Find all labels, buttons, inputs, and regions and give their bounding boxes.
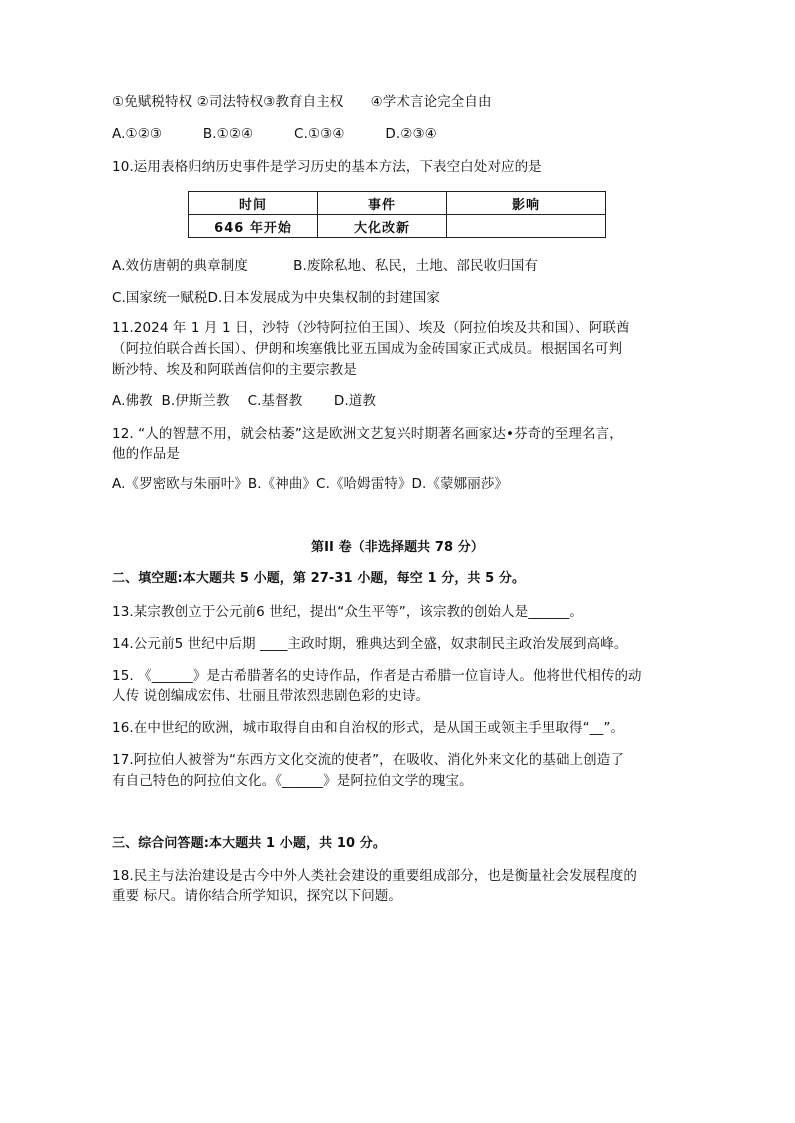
q14: 14.公元前5 世纪中后期 ____主政时期，雅典达到全盛，奴隶制民主政治发展到高峰。 (112, 636, 628, 652)
q12-line1: 12. “人的智慧不用，就会枯萎”这是欧洲文艺复兴时期著名画家达•芬奇的至理名言， (112, 426, 623, 442)
section3-title: 三、综合问答题:本大题共 1 小题，共 10 分。 (112, 836, 386, 851)
q18-line1: 18.民主与法治建设是古今中外人类社会建设的重要组成部分，也是衡量社会发展程度的 (112, 868, 637, 884)
table-header-impact: 影响 (447, 192, 606, 215)
q18-line2: 重要 标尺。请你结合所学知识，探究以下问题。 (112, 888, 402, 904)
q10-options-line1: A.效仿唐朝的典章制度 B.废除私地、私民，土地、部民收归国有 (112, 258, 539, 274)
q10-stem: 10.运用表格归纳历史事件是学习历史的基本方法，下表空白处对应的是 (112, 159, 542, 175)
q16: 16.在中世纪的欧洲，城市取得自由和自治权的形式，是从国王或领主手里取得“__”。 (112, 720, 625, 736)
event-table (188, 191, 606, 238)
table-header-time: 时间 (189, 192, 318, 215)
q9-items: ①免赋税特权 ②司法特权③教育自主权 ④学术言论完全自由 (112, 94, 492, 110)
q11-line2: （阿拉伯联合酋长国）、伊朗和埃塞俄比亚五国成为金砖国家正式成员。根据国名可判 (112, 341, 623, 357)
q12-options: A.《罗密欧与朱丽叶》B.《神曲》C.《哈姆雷特》D.《蒙娜丽莎》 (112, 476, 509, 492)
q11-line3: 断沙特、埃及和阿联酋信仰的主要宗教是 (112, 362, 357, 378)
q11-options: A.佛教 B.伊斯兰教 C.基督教 D.道教 (112, 393, 377, 409)
q15-line2: 人传 说创编成宏伟、壮丽且带浓烈悲剧色彩的史诗。 (112, 688, 430, 704)
table-header-event: 事件 (318, 192, 447, 215)
part2-title: 第II 卷（非选择题共 78 分） (310, 540, 485, 555)
q10-options-line2: C.国家统一赋税D.日本发展成为中央集权制的封建国家 (112, 290, 441, 306)
table-row (189, 215, 606, 238)
q17-line1: 17.阿拉伯人被誉为“东西方文化交流的使者”，在吸收、消化外来文化的基础上创造了 (112, 752, 624, 768)
table-cell-event: 大化改新 (318, 215, 447, 238)
q11-line1: 11.2024 年 1 月 1 日，沙特（沙特阿拉伯王国）、埃及（阿拉伯埃及共和国）、阿联酋 (112, 320, 630, 336)
q15-line1: 15. 《______》是古希腊著名的史诗作品，作者是古希腊一位盲诗人。他将世代相传的动 (112, 668, 642, 684)
table-cell-time: 646 年开始 (189, 215, 318, 238)
q13: 13.某宗教创立于公元前6 世纪，提出“众生平等”，该宗教的创始人是______。 (112, 604, 583, 620)
q9-options: A.①②③ B.①②④ C.①③④ D.②③④ (112, 126, 437, 142)
table-header-row (189, 192, 606, 215)
table-cell-impact-blank (447, 215, 606, 238)
section2-title: 二、填空题:本大题共 5 小题，第 27-31 小题，每空 1 分，共 5 分。 (112, 571, 526, 586)
q17-line2: 有自己特色的阿拉伯文化。《______》是阿拉伯文学的瑰宝。 (112, 773, 473, 789)
q12-line2: 他的作品是 (112, 446, 180, 462)
